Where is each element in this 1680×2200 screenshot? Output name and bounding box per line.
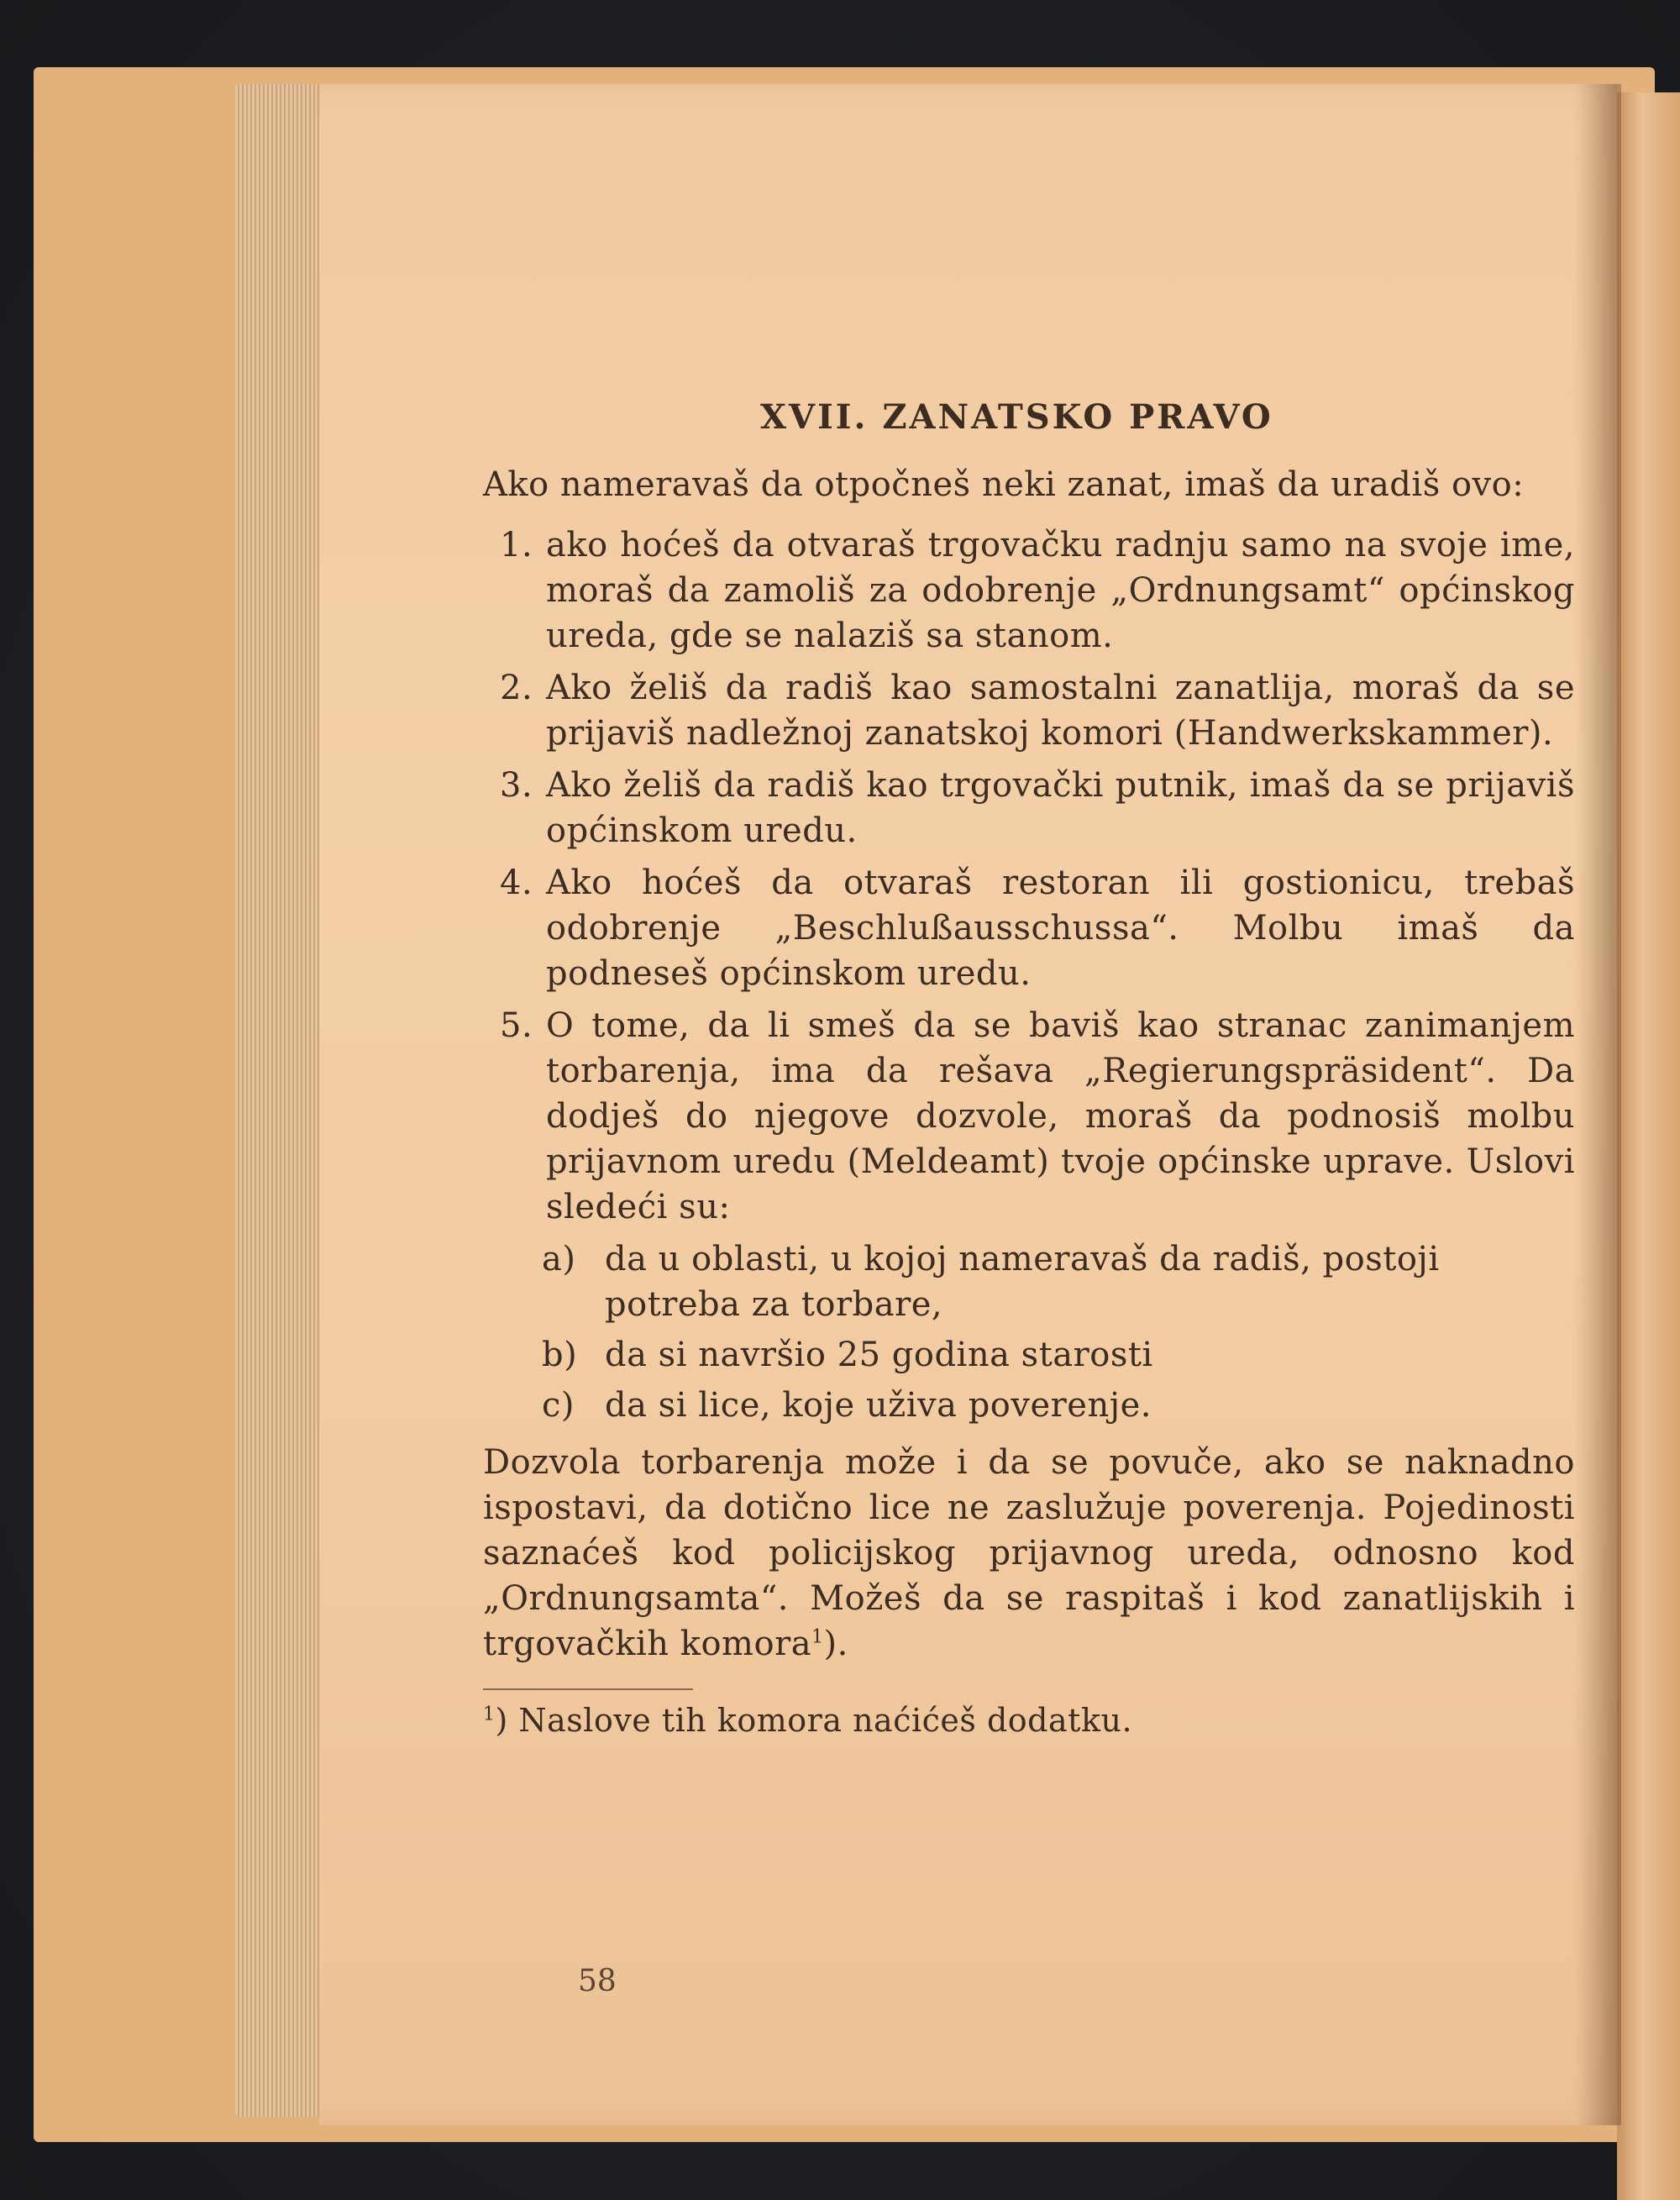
footnote-marker: 1: [483, 1704, 496, 1725]
page-number: 58: [578, 1964, 617, 1998]
footnote: [483, 1699, 1575, 1742]
condition-letter: a): [542, 1240, 576, 1279]
condition-item: [483, 1237, 1575, 1327]
condition-item: [483, 1332, 1575, 1378]
footnote-text: ) Naslove tih komora naćićeš dodatku.: [495, 1702, 1133, 1739]
list-item: [483, 665, 1575, 756]
item-text: O tome, da li smeš da se baviš kao stranac zanimanjem torbarenja, ima da rešava „Regierungspräsident“. Da dodješ do njegove dozvole, moraš da podnosiš molbu prijavnom uredu (Meldeamt) tvoje općinske uprave. Uslovi sledeći su:: [546, 1006, 1575, 1226]
condition-letter: b): [542, 1336, 578, 1374]
item-text: Ako želiš da radiš kao trgovački putnik, imaš da se prijaviš općinskom uredu.: [546, 766, 1575, 850]
page-stack-edge: [235, 84, 328, 2117]
condition-letter: c): [542, 1386, 575, 1425]
list-item: [483, 1003, 1575, 1230]
item-text: Ako želiš da radiš kao samostalni zanatlija, moraš da se prijaviš nadležnoj zanatskoj komori (Handwerkskammer).: [546, 669, 1575, 753]
closing-text: Dozvola torbarenja može i da se povuče, ako se naknadno ispostavi, da dotično lice ne zaslužuje poverenja. Pojedinosti saznaćeš kod policijskog prijavnog ureda, odnosno kod „Ordnungsamta“. Možeš da se raspitaš i kod zanatlijskih i trgovačkih komora: [483, 1443, 1575, 1663]
item-text: ako hoćeš da otvaraš trgovačku radnju samo na svoje ime, moraš da zamoliš za odobrenje „Ordnungsamt“ općinskog ureda, gde se nalaziš sa stanom.: [546, 526, 1575, 655]
item-number: 3.: [500, 766, 533, 805]
item-text: Ako hoćeš da otvaraš restoran ili gostionicu, trebaš odobrenje „Beschlußausschussa“. Molbu imaš da podneseš općinskom uredu.: [546, 864, 1575, 993]
item-number: 4.: [500, 864, 533, 902]
closing-paragraph: [483, 1440, 1575, 1667]
footnote-reference: 1: [811, 1626, 824, 1648]
page-gutter-shadow: [1575, 84, 1621, 2125]
list-item: [483, 860, 1575, 996]
condition-text: da si lice, koje uživa poverenje.: [605, 1386, 1152, 1425]
closing-end: ).: [823, 1625, 848, 1663]
next-page-edge: [1617, 92, 1680, 2200]
footnote-divider: [483, 1688, 693, 1690]
list-item: [483, 763, 1575, 853]
chapter-heading: XVII. ZANATSKO PRAVO: [760, 397, 1273, 437]
condition-text: da si navršio 25 godina starosti: [605, 1336, 1153, 1374]
page-content: [483, 395, 1575, 1742]
item-number: 1.: [500, 526, 533, 564]
item-number: 5.: [500, 1006, 533, 1045]
condition-item: [483, 1383, 1575, 1428]
condition-text: da u oblasti, u kojoj nameravaš da radiš, postoji potreba za torbare,: [605, 1240, 1440, 1324]
intro-paragraph: Ako nameravaš da otpočneš neki zanat, imaš da uradiš ovo:: [483, 465, 1525, 504]
item-number: 2.: [500, 669, 533, 707]
list-item: [483, 522, 1575, 659]
